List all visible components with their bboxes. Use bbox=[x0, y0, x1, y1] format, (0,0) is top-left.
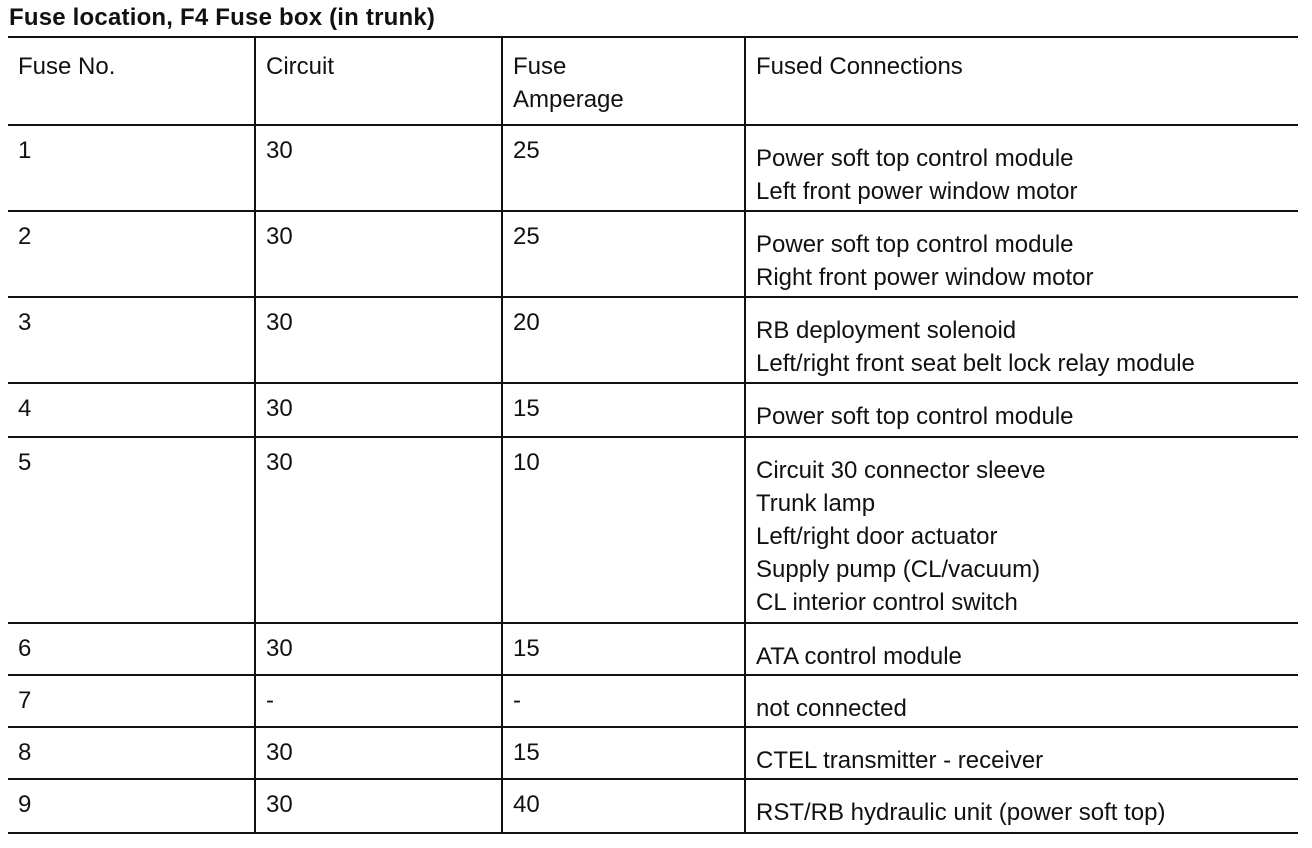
circuit-cell: 30 bbox=[255, 125, 502, 211]
fused-connections-cell bbox=[745, 383, 1298, 437]
table-row bbox=[8, 675, 1298, 727]
fused-connection-item: ATA control module bbox=[756, 643, 962, 670]
column-header-fuse-no-label: Fuse No. bbox=[18, 53, 116, 80]
fuse-number-cell: 2 bbox=[8, 211, 255, 297]
fuse-number-cell: 5 bbox=[8, 437, 255, 623]
fused-connections-cell bbox=[745, 125, 1298, 211]
table-row bbox=[8, 211, 1298, 297]
column-header-fuse-no bbox=[8, 37, 255, 125]
circuit-cell: 30 bbox=[255, 297, 502, 383]
circuit-cell: 30 bbox=[255, 623, 502, 675]
fuse-table bbox=[8, 36, 1298, 834]
column-header-fused-connections bbox=[745, 37, 1298, 125]
fuse-number-cell: 8 bbox=[8, 727, 255, 779]
fused-connections-cell bbox=[745, 297, 1298, 383]
circuit-cell: 30 bbox=[255, 727, 502, 779]
circuit-cell: 30 bbox=[255, 383, 502, 437]
column-header-fused-connections-label: Fused Connections bbox=[756, 53, 963, 80]
fuse-number-cell: 3 bbox=[8, 297, 255, 383]
fused-connection-item: Left/right door actuator bbox=[756, 523, 998, 550]
column-header-circuit bbox=[255, 37, 502, 125]
fused-connection-item: Circuit 30 connector sleeve bbox=[756, 457, 1046, 484]
fused-connections-cell bbox=[745, 779, 1298, 833]
fuse-number-cell: 7 bbox=[8, 675, 255, 727]
circuit-cell: 30 bbox=[255, 437, 502, 623]
fuse-number-cell: 9 bbox=[18, 791, 32, 818]
table-row bbox=[8, 727, 1298, 779]
table-row bbox=[8, 125, 1298, 211]
amperage-cell: 10 bbox=[502, 437, 745, 623]
fused-connection-item: Right front power window motor bbox=[756, 264, 1094, 291]
fused-connection-item: RB deployment solenoid bbox=[756, 317, 1017, 344]
amperage-cell: 25 bbox=[502, 125, 745, 211]
fused-connection-item: Power soft top control module bbox=[756, 403, 1074, 430]
amperage-cell: 25 bbox=[502, 211, 745, 297]
circuit-cell: - bbox=[255, 675, 502, 727]
fused-connection-item: Supply pump (CL/vacuum) bbox=[756, 556, 1041, 583]
circuit-cell: 30 bbox=[255, 779, 502, 833]
table-header-row bbox=[8, 37, 1298, 125]
fused-connection-item: Left front power window motor bbox=[756, 178, 1078, 205]
fused-connection-item: RST/RB hydraulic unit (power soft top) bbox=[756, 799, 1166, 826]
amperage-cell: 15 bbox=[502, 623, 745, 675]
table-row bbox=[8, 437, 1298, 623]
fused-connection-item: CTEL transmitter - receiver bbox=[756, 747, 1044, 774]
column-header-circuit-label: Circuit bbox=[266, 53, 335, 80]
column-header-fuse-amperage bbox=[502, 37, 745, 125]
fused-connections-cell bbox=[745, 727, 1298, 779]
amperage-cell: 40 bbox=[502, 779, 745, 833]
fused-connection-item: Power soft top control module bbox=[756, 231, 1074, 258]
fused-connection-item: Trunk lamp bbox=[756, 490, 876, 517]
amperage-cell: 20 bbox=[502, 297, 745, 383]
column-header-fuse-amperage-line1: Fuse bbox=[513, 53, 567, 80]
fused-connection-item: not connected bbox=[756, 695, 907, 722]
circuit-cell: 30 bbox=[255, 211, 502, 297]
amperage-cell: 15 bbox=[502, 727, 745, 779]
fused-connection-item: CL interior control switch bbox=[756, 589, 1018, 616]
fuse-number-cell: 6 bbox=[8, 623, 255, 675]
fused-connection-item: Left/right front seat belt lock relay module bbox=[756, 350, 1195, 377]
fused-connections-cell bbox=[745, 211, 1298, 297]
column-header-fuse-amperage-line2: Amperage bbox=[513, 86, 624, 113]
table-row bbox=[8, 623, 1298, 675]
fused-connection-item: Power soft top control module bbox=[756, 145, 1074, 172]
amperage-cell: 15 bbox=[502, 383, 745, 437]
table-row bbox=[8, 779, 1298, 833]
fuse-number-cell: 4 bbox=[8, 383, 255, 437]
fused-connections-cell bbox=[745, 437, 1298, 623]
fuse-number-cell: 1 bbox=[8, 125, 255, 211]
fused-connections-cell bbox=[745, 623, 1298, 675]
table-row bbox=[8, 383, 1298, 437]
table-body bbox=[8, 125, 1298, 833]
fused-connections-cell bbox=[745, 675, 1298, 727]
page-title: Fuse location, F4 Fuse box (in trunk) bbox=[9, 4, 436, 31]
amperage-cell: - bbox=[502, 675, 745, 727]
table-row bbox=[8, 297, 1298, 383]
